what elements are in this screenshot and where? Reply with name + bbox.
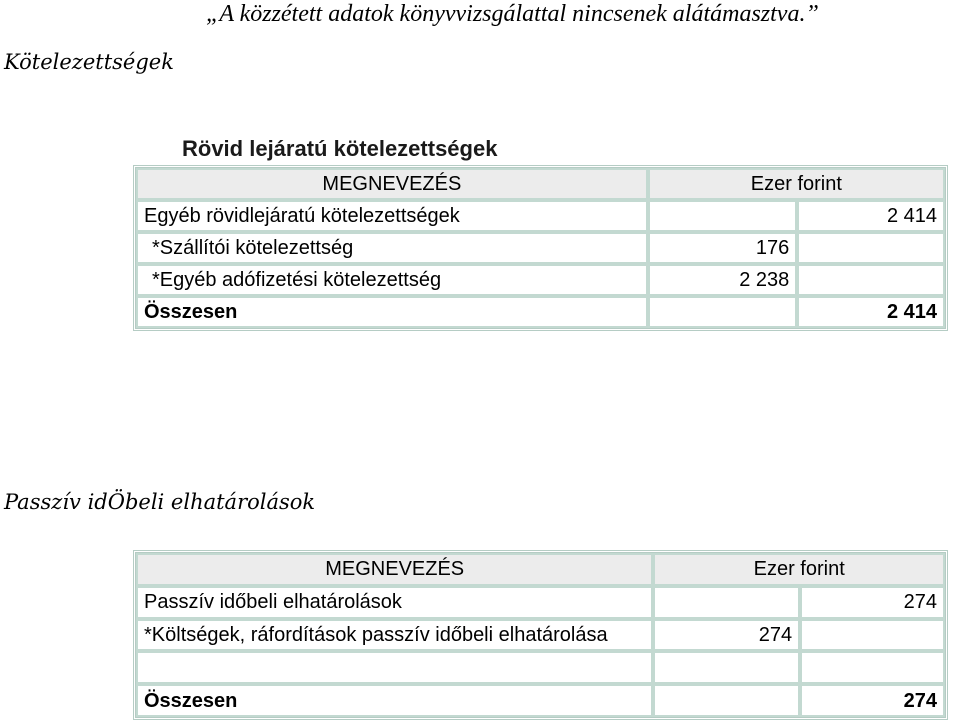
row-name: *Szállítói kötelezettség [136, 232, 648, 264]
table-row [136, 264, 945, 296]
liabilities-table [133, 165, 948, 331]
row-name: *Egyéb adófizetési kötelezettség [136, 264, 648, 296]
row-sub-value: 274 [653, 619, 800, 652]
table-row [136, 232, 945, 264]
total-label: Összesen [136, 684, 653, 717]
table-row [136, 200, 945, 232]
section-title-liabilities: Kötelezettségek [4, 50, 174, 74]
row-main-value: 2 414 [797, 200, 945, 232]
total-sub-cell [648, 296, 798, 328]
section-title-accruals: Passzív idÖbeli elhatárolások [4, 490, 316, 514]
row-name: Egyéb rövidlejáratú kötelezettségek [136, 200, 648, 232]
total-value: 274 [800, 684, 945, 717]
accruals-table [133, 550, 948, 720]
table-row [136, 619, 945, 652]
row-name [136, 651, 653, 684]
table-total-row [136, 684, 945, 717]
table-row [136, 586, 945, 619]
row-sub-value [653, 586, 800, 619]
table-header-row [136, 553, 945, 586]
row-sub-value [648, 200, 798, 232]
row-main-value [800, 619, 945, 652]
row-sub-value: 2 238 [648, 264, 798, 296]
row-sub-value [653, 651, 800, 684]
total-label: Összesen [136, 296, 648, 328]
table-header-row [136, 168, 945, 200]
column-header-unit: Ezer forint [653, 553, 945, 586]
row-main-value [797, 232, 945, 264]
column-header-unit: Ezer forint [648, 168, 945, 200]
table-total-row [136, 296, 945, 328]
table-row [136, 651, 945, 684]
row-main-value: 274 [800, 586, 945, 619]
row-main-value [800, 651, 945, 684]
total-value: 2 414 [797, 296, 945, 328]
total-sub-cell [653, 684, 800, 717]
disclaimer-quote: „A közzétett adatok könyvvizsgálattal nincsenek alátámasztva.” [206, 1, 819, 27]
row-main-value [797, 264, 945, 296]
column-header-name: MEGNEVEZÉS [136, 553, 653, 586]
row-sub-value: 176 [648, 232, 798, 264]
row-name: *Költségek, ráfordítások passzív időbeli elhatárolása [136, 619, 653, 652]
column-header-name: MEGNEVEZÉS [136, 168, 648, 200]
table-title-short-term-liabilities: Rövid lejáratú kötelezettségek [182, 136, 498, 161]
row-name: Passzív időbeli elhatárolások [136, 586, 653, 619]
